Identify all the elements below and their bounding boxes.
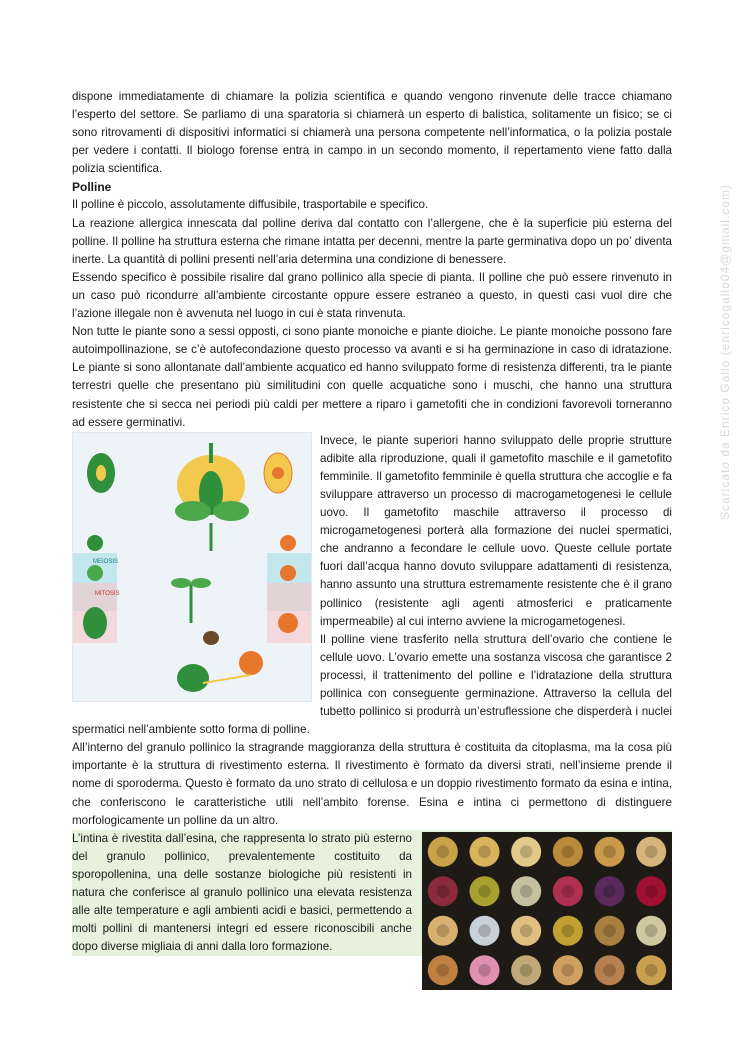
- ovary-fertilization: [177, 664, 209, 692]
- megametophyte: [83, 607, 107, 639]
- pollen-grain-core: [478, 845, 491, 858]
- pollen-grain-core: [562, 924, 575, 937]
- pollen-grain-core: [562, 885, 575, 898]
- download-watermark: Scaricato da Enrico Gallo (enricogallo04@gmail.com): [718, 184, 732, 520]
- ovule: [96, 465, 106, 481]
- pollen-grid-svg: [422, 832, 672, 990]
- mitosis-band-right: [267, 583, 311, 643]
- pollen-grain-core: [478, 885, 491, 898]
- pollen-grain-core: [645, 924, 658, 937]
- pollen-grain-core: [437, 885, 450, 898]
- microspore: [280, 535, 296, 551]
- flower-sepal: [213, 501, 249, 521]
- mitosis-label: MITOSIS: [95, 590, 120, 597]
- pollen-grain-core: [520, 924, 533, 937]
- paragraph-plants: Non tutte le piante sono a sessi opposti, ci sono piante monoiche e piante dioiche. Le piante monoiche possono fare autoimpollinazione, se c’è autofecondazione questo processo va avanti e si ha germinazione in caso di idratazione. Le piante si sono allontanate dall’ambiente acquatico ed hanno sviluppato forme di resistenza differenti, tra le piante terrestri quelle che presentano più similitudini con quelle acquatiche sono i muschi, che hanno una struttura resistente che si secca nei periodi più caldi per mettere a riparo i gametofiti che in condizioni favorevoli torneranno ad essere germinativi.: [72, 325, 672, 429]
- pollen-grain-core: [645, 964, 658, 977]
- pollen-grain-core: [645, 845, 658, 858]
- pollen-grain-core: [520, 845, 533, 858]
- megaspore: [87, 565, 103, 581]
- microsporangium: [272, 467, 284, 479]
- paragraph-ovary: Il polline viene trasferito nella struttura dell’ovario che contiene le cellule uovo. L’ovario emette una sostanza viscosa che garantisce 2 processi, il trattenimento del polline e l’idratazione della struttura pollinica con conseguente germinazione. Attraverso la cellula del tubetto pollinico si produrrà un’estruflessione che disperderà i nuclei spermatici nell’ambiente sotto forma di polline.: [72, 632, 672, 737]
- seedling-leaf: [171, 578, 191, 588]
- pollen-tube: [203, 675, 251, 683]
- pollen-grain-core: [562, 964, 575, 977]
- pollen-grain-core: [478, 924, 491, 937]
- seed: [203, 631, 219, 645]
- pollen-grain-core: [603, 845, 616, 858]
- macrospore: [87, 535, 103, 551]
- pollen-grain-core: [520, 964, 533, 977]
- paragraph-specificity: Essendo specifico è possibile risalire dal grano pollinico alla specie di pianta. Il polline che può essere rinvenuto in un caso può ricondurre all’ambiente circostante oppure essere estraneo a questo, in questi casi vuol dire che l’azione illegale non è avvenuta nel luogo in cui è stata rinvenuta.: [72, 270, 672, 321]
- paragraph-sporoderm: All’interno del granulo pollinico la stragrande maggioranza della struttura è costituita da citoplasma, ma la cosa più importante è la struttura di rivestimento esterna. Il rivestimento è formato da diversi strati, nell’insieme prende il nome di sporoderma. Questo è formato da uno strato di cellulosa e un doppio rivestimento formato da esina e intina, che conferiscono le caratteristiche utili nell’ambito forense. Esina e intina ci permettono di distinguere morfologicamente un polline da un altro.: [72, 741, 672, 827]
- pollen-grain-core: [437, 924, 450, 937]
- microgametophyte: [278, 613, 298, 633]
- paragraph-allergy: La reazione allergica innescata dal polline deriva dal contatto con l’allergene, che è la superficie più esterna del polline. Il polline ha struttura esterna che rimane intatta per decenni, mentre la parte germinativa dopo un po’ diventa inerte. La quantità di pollini presenti nell’aria determina una condizione di benessere.: [72, 216, 672, 266]
- pollen-grain-core: [520, 885, 533, 898]
- pollen-grain-core: [645, 885, 658, 898]
- section-heading: Polline: [72, 180, 112, 195]
- pollen-grain-core: [603, 924, 616, 937]
- pollen-grain: [239, 651, 263, 675]
- plant-reproduction-diagram: [72, 432, 312, 702]
- diagram-svg: [73, 433, 311, 701]
- pollen-grain-core: [437, 845, 450, 858]
- pollen-grain-core: [562, 845, 575, 858]
- document-body: [72, 88, 672, 994]
- paragraph-pollen-intro: Il polline è piccolo, assolutamente diffusibile, trasportabile e specifico.: [72, 198, 429, 212]
- flower-sepal: [175, 501, 211, 521]
- paragraph-gametophytes: Invece, le piante superiori hanno sviluppato delle proprie strutture adibite alla riproduzione, quali il gametofito maschile e il gametofito femminile. Il gametofito femminile è quella struttura che accoglie e fa sviluppare attraverso un processo di macrogametogenesi le cellule uovo. Il gametofito maschile attraverso il processo di microgametogenesi porterà alla formazione dei nuclei spermatici, che andranno a fecondare le cellule uovo. Queste cellule portate fuori dall’acqua hanno dovuto sviluppare adattamenti di resistenza, hanno assunto una struttura estremamente resistente che è il grano pollinico (resistente agli agenti atmosferici e praticamente impermeabile) al cui interno avviene la microgametogenesi.: [320, 433, 672, 628]
- pollen-grain-core: [478, 964, 491, 977]
- paragraph-exine: L’intina è rivestita dall’esina, che rappresenta lo strato più esterno del granulo pollinico, prevalentemente costituito da sporopollenina, una delle sostanze biologiche più resistenti in natura che conferisce al granulo pollinico una elevata resistenza alle alte temperature e agli ambienti acidi e basici, permettendo a molti pollini di mantenersi integri ed essere riconoscibili anche dopo diverse migliaia di anni dalla loro formazione.: [72, 830, 672, 957]
- paragraph-intro: dispone immediatamente di chiamare la polizia scientifica e quando vengono rinvenute delle tracce chiamano l’esperto del settore. Se parliamo di una sparatoria si chiamerà un esperto di balistica, solitamente un fisico; se ci sono ritrovamenti di dispositivi informatici si chiamerà una persona competente nell’informatica, o la polizia postale per vedere i contatti. Il biologo forense entra in campo in un secondo momento, il repertamento viene fatto dalla polizia scientifica.: [72, 90, 672, 176]
- pollen-grain-core: [603, 885, 616, 898]
- microspore-tetrad: [280, 565, 296, 581]
- meiosis-label: MEIOSIS: [93, 558, 119, 565]
- pollen-grains-photo-grid: [422, 832, 672, 990]
- pollen-grain-core: [603, 964, 616, 977]
- pollen-grain-core: [437, 964, 450, 977]
- seedling-leaf: [191, 578, 211, 588]
